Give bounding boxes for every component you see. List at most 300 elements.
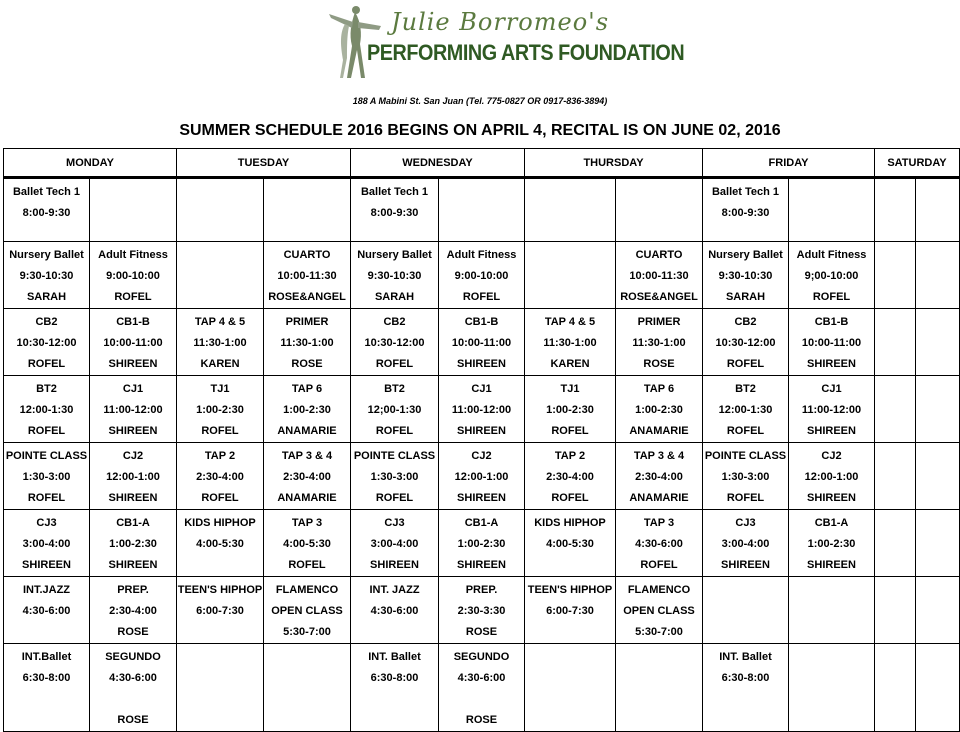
class-entry: [789, 644, 874, 647]
schedule-row: [4, 644, 960, 732]
class-cell: [525, 644, 616, 732]
class-line: 12:00-1:00: [454, 471, 509, 483]
class-cell: [264, 510, 351, 577]
class-line: 2:30-4:00: [546, 471, 594, 483]
class-entry: [351, 242, 438, 308]
class-line: FLAMENCO: [627, 584, 691, 596]
class-cell: [703, 309, 789, 376]
class-entry: [875, 443, 915, 446]
class-line: CB1-B: [116, 316, 150, 328]
class-line: BT2: [735, 383, 756, 395]
class-line: TAP 4 & 5: [544, 316, 596, 328]
class-line: CUARTO: [283, 249, 331, 261]
class-entry: [875, 510, 915, 513]
class-line: Ballet Tech 1: [360, 186, 429, 198]
class-line: 9;00-10:00: [804, 270, 859, 282]
class-line: 1:00-2:30: [635, 404, 683, 416]
class-line: CJ1: [471, 383, 492, 395]
class-line: ROFEL: [640, 559, 678, 571]
class-cell: [916, 309, 960, 376]
class-line: 12:00-1:00: [804, 471, 859, 483]
class-line: TAP 4 & 5: [194, 316, 246, 328]
class-entry: [177, 309, 263, 375]
class-cell: [351, 242, 439, 309]
class-line: ANAMARIE: [629, 425, 689, 437]
class-line: 1:00-2:30: [457, 538, 506, 550]
class-line: CUARTO: [635, 249, 683, 261]
class-entry: [90, 644, 176, 731]
class-entry: [916, 309, 959, 312]
class-line: ROFEL: [726, 358, 765, 370]
class-line: PREP.: [465, 584, 498, 596]
class-line: ROSE: [465, 714, 498, 726]
class-line: TAP 6: [291, 383, 323, 395]
class-line: ROSE: [465, 626, 498, 638]
class-line: 3:00-4:00: [370, 538, 419, 550]
class-line: 6:00-7:30: [546, 605, 594, 617]
class-cell: [351, 178, 439, 242]
class-line: 4:30-6:00: [370, 605, 419, 617]
class-cell: [703, 443, 789, 510]
class-line: ROSE&ANGEL: [620, 291, 698, 303]
address-line: 188 A Mabini St. San Juan (Tel. 775-0827 OR 0917-836-3894): [352, 96, 608, 106]
class-line: SHIREEN: [807, 358, 856, 370]
class-line: POINTE CLASS: [5, 450, 88, 462]
class-line: ROFEL: [27, 425, 66, 437]
class-entry: [703, 443, 788, 509]
class-line: TAP 3 & 4: [633, 450, 685, 462]
class-line: KAREN: [550, 358, 590, 370]
class-line: Nursery Ballet: [708, 249, 783, 261]
class-cell: [875, 577, 916, 644]
class-line: 9:00-10:00: [454, 270, 509, 282]
class-entry: [4, 242, 89, 308]
class-entry: [525, 644, 615, 647]
class-cell: [4, 644, 90, 732]
class-line: 9:30-10:30: [718, 270, 773, 282]
class-line: INT.JAZZ: [22, 584, 71, 596]
class-line: CJ2: [821, 450, 842, 462]
class-line: 2:30-4:00: [635, 471, 683, 483]
class-line: 10:30-12:00: [715, 337, 776, 349]
class-line: CJ1: [821, 383, 842, 395]
class-cell: [875, 644, 916, 732]
class-line: SHIREEN: [721, 559, 770, 571]
class-entry: [703, 242, 788, 308]
class-line: SARAH: [725, 291, 766, 303]
class-line: 10:30-12:00: [364, 337, 425, 349]
class-line: ROSE: [291, 358, 323, 370]
class-entry: [264, 577, 350, 643]
class-cell: [875, 242, 916, 309]
class-entry: [789, 577, 874, 580]
class-cell: [616, 577, 703, 644]
class-cell: [875, 376, 916, 443]
class-entry: [177, 443, 263, 509]
class-cell: [4, 443, 90, 510]
class-entry: [4, 577, 89, 622]
class-line: POINTE CLASS: [353, 450, 436, 462]
class-line: 1:30-3:00: [370, 471, 419, 483]
class-line: 4:00-5:30: [196, 538, 244, 550]
class-line: 6:30-8:00: [22, 672, 71, 684]
class-cell: [4, 242, 90, 309]
class-entry: [525, 179, 615, 182]
class-cell: [177, 178, 264, 242]
class-line: 4:30-6:00: [109, 672, 157, 684]
class-line: 10:00-11:00: [451, 337, 512, 349]
schedule-row: [4, 577, 960, 644]
class-cell: [875, 510, 916, 577]
class-entry: [616, 644, 702, 647]
class-line: 11:30-1:00: [543, 337, 597, 349]
class-cell: [90, 178, 177, 242]
class-line: CB1-A: [464, 517, 499, 529]
class-entry: [875, 376, 915, 379]
class-line: 4:30-6:00: [457, 672, 506, 684]
class-cell: [439, 644, 525, 732]
class-line: TEEN'S HIPHOP: [527, 584, 613, 596]
class-cell: [351, 443, 439, 510]
class-entry: [525, 376, 615, 442]
class-line: ROFEL: [201, 425, 239, 437]
class-entry: [439, 309, 524, 375]
day-header-saturday: SATURDAY: [875, 149, 960, 178]
day-header-wednesday: WEDNESDAY: [351, 149, 525, 178]
class-cell: [525, 309, 616, 376]
class-line: 5:30-7:00: [635, 626, 683, 638]
class-entry: [789, 443, 874, 509]
class-cell: [789, 510, 875, 577]
class-line: Adult Fitness: [796, 249, 867, 261]
day-header-friday: FRIDAY: [703, 149, 875, 178]
class-cell: [616, 309, 703, 376]
class-entry: [439, 376, 524, 442]
class-entry: [439, 644, 524, 731]
class-entry: [4, 443, 89, 509]
class-entry: [616, 376, 702, 442]
class-cell: [789, 309, 875, 376]
class-line: FLAMENCO: [275, 584, 339, 596]
class-line: ROFEL: [462, 291, 501, 303]
class-line: PREP.: [117, 584, 149, 596]
class-line: SHIREEN: [370, 559, 419, 571]
class-entry: [264, 309, 350, 375]
class-cell: [264, 242, 351, 309]
class-entry: [264, 242, 350, 308]
class-cell: [525, 178, 616, 242]
class-entry: [177, 376, 263, 442]
class-line: TJ1: [560, 383, 580, 395]
class-cell: [916, 510, 960, 577]
class-line: [480, 689, 483, 710]
class-cell: [351, 309, 439, 376]
class-cell: [90, 309, 177, 376]
class-entry: [264, 376, 350, 442]
class-entry: [351, 376, 438, 442]
schedule-title: SUMMER SCHEDULE 2016 BEGINS ON APRIL 4, RECITAL IS ON JUNE 02, 2016: [179, 122, 781, 139]
class-cell: [264, 309, 351, 376]
class-line: 4:00-5:30: [546, 538, 594, 550]
class-entry: [916, 644, 959, 647]
class-cell: [703, 577, 789, 644]
class-line: 5:30-7:00: [283, 626, 331, 638]
class-line: KIDS HIPHOP: [184, 517, 256, 529]
class-cell: [177, 376, 264, 443]
class-entry: [789, 510, 874, 576]
class-line: SHIREEN: [807, 492, 856, 504]
class-line: CJ3: [36, 517, 57, 529]
class-cell: [916, 376, 960, 443]
class-entry: [875, 242, 915, 245]
class-line: 1:00-2:30: [109, 538, 157, 550]
class-cell: [875, 178, 916, 242]
class-line: 1:30-3:00: [22, 471, 71, 483]
class-cell: [616, 178, 703, 242]
class-cell: [616, 242, 703, 309]
class-cell: [875, 309, 916, 376]
class-entry: [177, 242, 263, 245]
class-line: CB2: [734, 316, 757, 328]
day-header-thursday: THURSDAY: [525, 149, 703, 178]
class-cell: [525, 242, 616, 309]
class-entry: [916, 443, 959, 446]
class-entry: [90, 179, 176, 182]
class-line: 11:30-1:00: [632, 337, 686, 349]
class-cell: [90, 644, 177, 732]
class-line: ROSE&ANGEL: [268, 291, 346, 303]
class-cell: [916, 577, 960, 644]
class-line: CJ2: [471, 450, 492, 462]
class-cell: [90, 242, 177, 309]
class-cell: [90, 443, 177, 510]
class-line: 10:00-11:00: [103, 337, 163, 349]
class-line: ROFEL: [27, 358, 66, 370]
class-entry: [439, 443, 524, 509]
class-entry: [525, 510, 615, 555]
class-cell: [789, 178, 875, 242]
class-entry: [351, 577, 438, 622]
class-line: CB1-B: [464, 316, 499, 328]
class-entry: [351, 644, 438, 689]
class-line: 10:00-11:00: [801, 337, 862, 349]
class-cell: [525, 443, 616, 510]
schedule-row: [4, 309, 960, 376]
class-entry: [264, 644, 350, 647]
class-line: ROFEL: [551, 492, 589, 504]
class-cell: [439, 376, 525, 443]
class-entry: [439, 510, 524, 576]
class-line: KAREN: [200, 358, 240, 370]
class-line: 6:30-8:00: [721, 672, 770, 684]
class-line: 1:30-3:00: [721, 471, 770, 483]
class-entry: [525, 443, 615, 509]
class-line: SARAH: [374, 291, 415, 303]
class-line: 6:30-8:00: [370, 672, 419, 684]
class-line: 4:30-6:00: [635, 538, 683, 550]
class-line: 12:00-1:30: [19, 404, 74, 416]
class-entry: [264, 510, 350, 576]
class-cell: [4, 178, 90, 242]
class-line: TAP 2: [554, 450, 586, 462]
class-entry: [525, 242, 615, 245]
schedule-row: [4, 242, 960, 309]
class-line: 12:00-1:30: [718, 404, 773, 416]
class-line: 10:00-11:30: [277, 270, 337, 282]
class-cell: [90, 376, 177, 443]
class-line: ROFEL: [27, 492, 66, 504]
class-line: 1:00-2:30: [283, 404, 331, 416]
class-line: 4:00-5:30: [283, 538, 331, 550]
class-line: Adult Fitness: [446, 249, 517, 261]
class-line: INT.Ballet: [21, 651, 72, 663]
class-line: 11:00-12:00: [801, 404, 862, 416]
class-line: CJ2: [122, 450, 144, 462]
class-entry: [439, 242, 524, 308]
class-entry: [616, 242, 702, 308]
class-entry: [90, 309, 176, 375]
class-cell: [4, 309, 90, 376]
class-line: 11:00-12:00: [451, 404, 512, 416]
class-cell: [264, 644, 351, 732]
class-entry: [177, 577, 263, 622]
class-line: 2:30-4:00: [196, 471, 244, 483]
class-entry: [351, 510, 438, 576]
class-line: 8:00-9:30: [370, 207, 419, 219]
class-entry: [177, 510, 263, 555]
class-line: 10:30-12:00: [16, 337, 77, 349]
class-cell: [703, 376, 789, 443]
class-line: SHIREEN: [457, 425, 506, 437]
class-cell: [439, 178, 525, 242]
class-entry: [916, 577, 959, 580]
class-entry: [875, 577, 915, 580]
class-entry: [264, 443, 350, 509]
class-line: 9:30-10:30: [367, 270, 422, 282]
class-entry: [916, 376, 959, 379]
class-line: Adult Fitness: [98, 249, 168, 261]
class-line: CJ1: [122, 383, 144, 395]
class-cell: [177, 577, 264, 644]
class-cell: [351, 577, 439, 644]
class-entry: [439, 179, 524, 182]
class-entry: [4, 644, 89, 689]
class-entry: [90, 577, 176, 643]
class-line: ROFEL: [551, 425, 589, 437]
class-cell: [4, 510, 90, 577]
class-line: ROFEL: [114, 291, 152, 303]
class-line: SEGUNDO: [105, 651, 161, 663]
class-line: BT2: [384, 383, 405, 395]
class-entry: [4, 510, 89, 576]
class-line: ROFEL: [288, 559, 326, 571]
class-line: CJ3: [384, 517, 405, 529]
class-line: SHIREEN: [108, 425, 158, 437]
class-cell: [616, 443, 703, 510]
class-line: 1:00-2:30: [807, 538, 856, 550]
class-line: 12;00-1:30: [367, 404, 422, 416]
class-entry: [616, 577, 702, 643]
class-line: ANAMARIE: [277, 492, 337, 504]
class-cell: [789, 443, 875, 510]
class-line: POINTE CLASS: [704, 450, 787, 462]
class-line: TAP 6: [643, 383, 675, 395]
class-entry: [351, 179, 438, 224]
schedule-row: [4, 376, 960, 443]
class-cell: [916, 242, 960, 309]
class-line: ROFEL: [375, 492, 414, 504]
class-line: TAP 2: [204, 450, 236, 462]
class-line: 2:30-4:00: [109, 605, 157, 617]
class-line: ANAMARIE: [629, 492, 689, 504]
class-line: 2:30-4:00: [283, 471, 331, 483]
class-cell: [177, 510, 264, 577]
class-line: 8:00-9:30: [721, 207, 770, 219]
class-line: TAP 3: [643, 517, 675, 529]
class-entry: [875, 644, 915, 647]
class-cell: [90, 577, 177, 644]
class-entry: [703, 510, 788, 576]
class-line: ROFEL: [201, 492, 239, 504]
class-line: PRIMER: [637, 316, 681, 328]
class-cell: [703, 178, 789, 242]
class-cell: [4, 376, 90, 443]
class-cell: [703, 644, 789, 732]
class-line: TAP 3 & 4: [281, 450, 333, 462]
class-line: SHIREEN: [108, 358, 158, 370]
class-cell: [177, 443, 264, 510]
class-cell: [177, 309, 264, 376]
class-entry: [177, 644, 263, 647]
class-entry: [789, 309, 874, 375]
class-cell: [616, 644, 703, 732]
class-line: 11:00-12:00: [103, 404, 163, 416]
class-entry: [616, 309, 702, 375]
class-entry: [789, 242, 874, 308]
class-cell: [439, 242, 525, 309]
class-entry: [703, 577, 788, 580]
class-cell: [703, 510, 789, 577]
schedule-row: [4, 510, 960, 577]
class-line: Nursery Ballet: [9, 249, 84, 261]
class-entry: [616, 179, 702, 182]
class-cell: [439, 577, 525, 644]
class-entry: [703, 644, 788, 689]
class-line: [131, 689, 134, 710]
class-entry: [177, 179, 263, 182]
class-line: 1:00-2:30: [546, 404, 594, 416]
class-line: ANAMARIE: [277, 425, 337, 437]
class-line: INT. JAZZ: [369, 584, 420, 596]
class-line: SHIREEN: [108, 492, 158, 504]
class-cell: [264, 577, 351, 644]
class-line: ROFEL: [812, 291, 851, 303]
foundation-logo: [325, 4, 685, 80]
class-line: 8:00-9:30: [22, 207, 71, 219]
day-header-row: [4, 149, 960, 178]
class-cell: [789, 242, 875, 309]
class-entry: [351, 443, 438, 509]
day-header-tuesday: TUESDAY: [177, 149, 351, 178]
class-cell: [351, 510, 439, 577]
class-cell: [264, 178, 351, 242]
class-cell: [439, 443, 525, 510]
class-cell: [439, 309, 525, 376]
class-line: 1:00-2:30: [196, 404, 244, 416]
class-line: Nursery Ballet: [357, 249, 432, 261]
class-line: 4:30-6:00: [22, 605, 71, 617]
class-entry: [4, 309, 89, 375]
